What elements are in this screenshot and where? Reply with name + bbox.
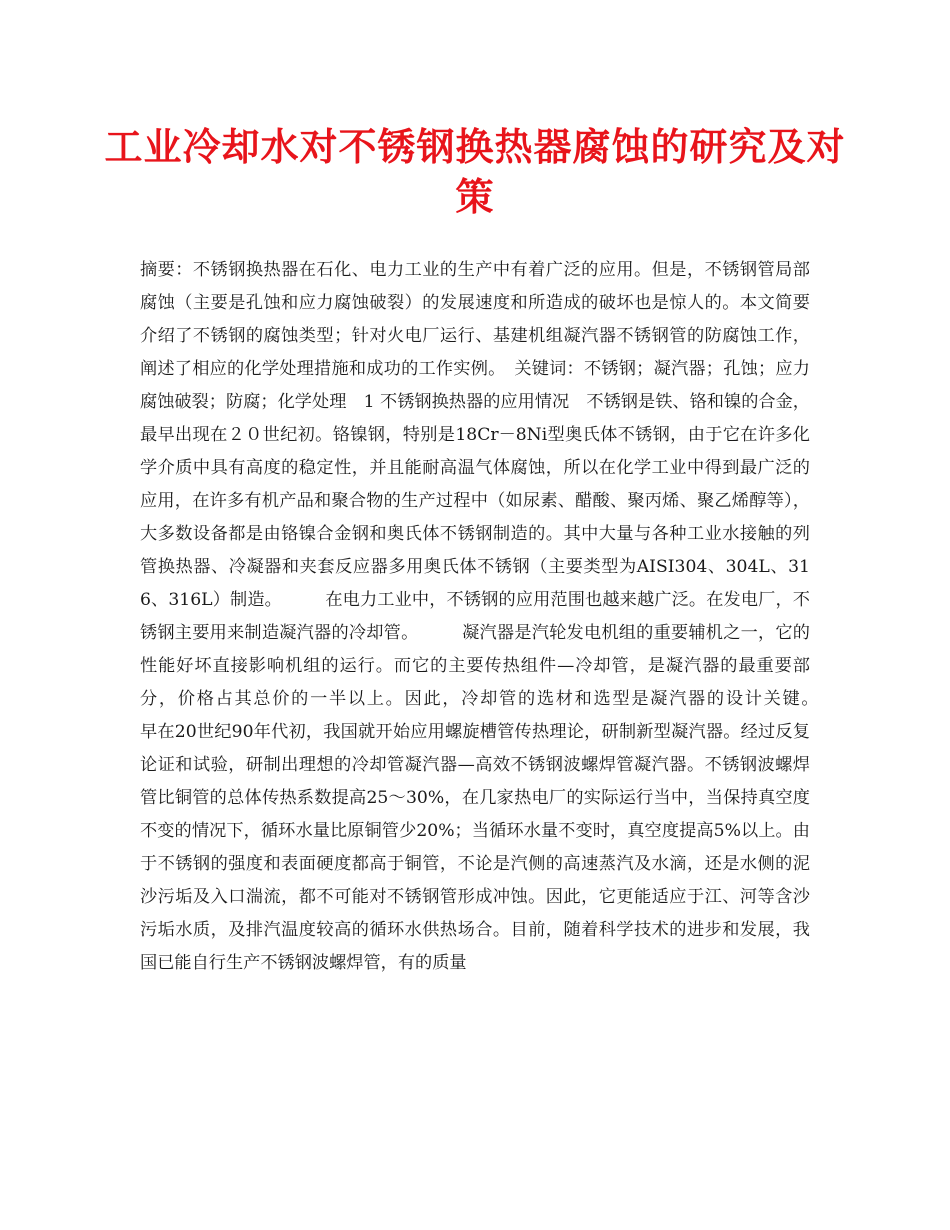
document-title: 工业冷却水对不锈钢换热器腐蚀的研究及对策 xyxy=(104,124,846,219)
document-body: 摘要：不锈钢换热器在石化、电力工业的生产中有着广泛的应用。但是，不锈钢管局部腐蚀（主要是孔蚀和应力腐蚀破裂）的发展速度和所造成的破坏也是惊人的。本文简要介绍了不锈钢的腐蚀类型；针对火电厂运行、基建机组凝汽器不锈钢管的防腐蚀工作，阐述了相应的化学处理措施和成功的工作实例。 关键词：不锈钢；凝汽器；孔蚀；应力腐蚀破裂；防腐；化学处理 1 不锈钢换热器的应用情况 不锈钢是铁、铬和镍的合金，最早出现在２０世纪初。铬镍钢，特别是18Cr－8Ni型奥氏体不锈钢，由于它在许多化学介质中具有高度的稳定性，并且能耐高温气体腐蚀，所以在化学工业中得到最广泛的应用，在许多有机产品和聚合物的生产过程中（如尿素、醋酸、聚丙烯、聚乙烯醇等），大多数设备都是由铬镍合金钢和奥氏体不锈钢制造的。其中大量与各种工业水接触的列管换热器、冷凝器和夹套反应器多用奥氏体不锈钢（主要类型为AISI304、304L、316、316L）制造。 在电力工业中，不锈钢的应用范围也越来越广泛。在发电厂，不锈钢主要用来制造凝汽器的冷却管。 凝汽器是汽轮发电机组的重要辅机之一，它的性能好坏直接影响机组的运行。而它的主要传热组件—冷却管，是凝汽器的最重要部分，价格占其总价的一半以上。因此，冷却管的选材和选型是凝汽器的设计关键。 早在20世纪90年代初，我国就开始应用螺旋槽管传热理论，研制新型凝汽器。经过反复论证和试验，研制出理想的冷却管凝汽器—高效不锈钢波螺焊管凝汽器。不锈钢波螺焊管比铜管的总体传热系数提高25～30%，在几家热电厂的实际运行当中，当保持真空度不变的情况下，循环水量比原铜管少20%；当循环水量不变时，真空度提高5%以上。由于不锈钢的强度和表面硬度都高于铜管，不论是汽侧的高速蒸汽及水滴，还是水侧的泥沙污垢及入口湍流，都不可能对不锈钢管形成冲蚀。因此，它更能适应于江、河等含沙污垢水质，及排汽温度较高的循环水供热场合。目前，随着科学技术的进步和发展，我国已能自行生产不锈钢波螺焊管，有的质量 xyxy=(140,260,862,973)
